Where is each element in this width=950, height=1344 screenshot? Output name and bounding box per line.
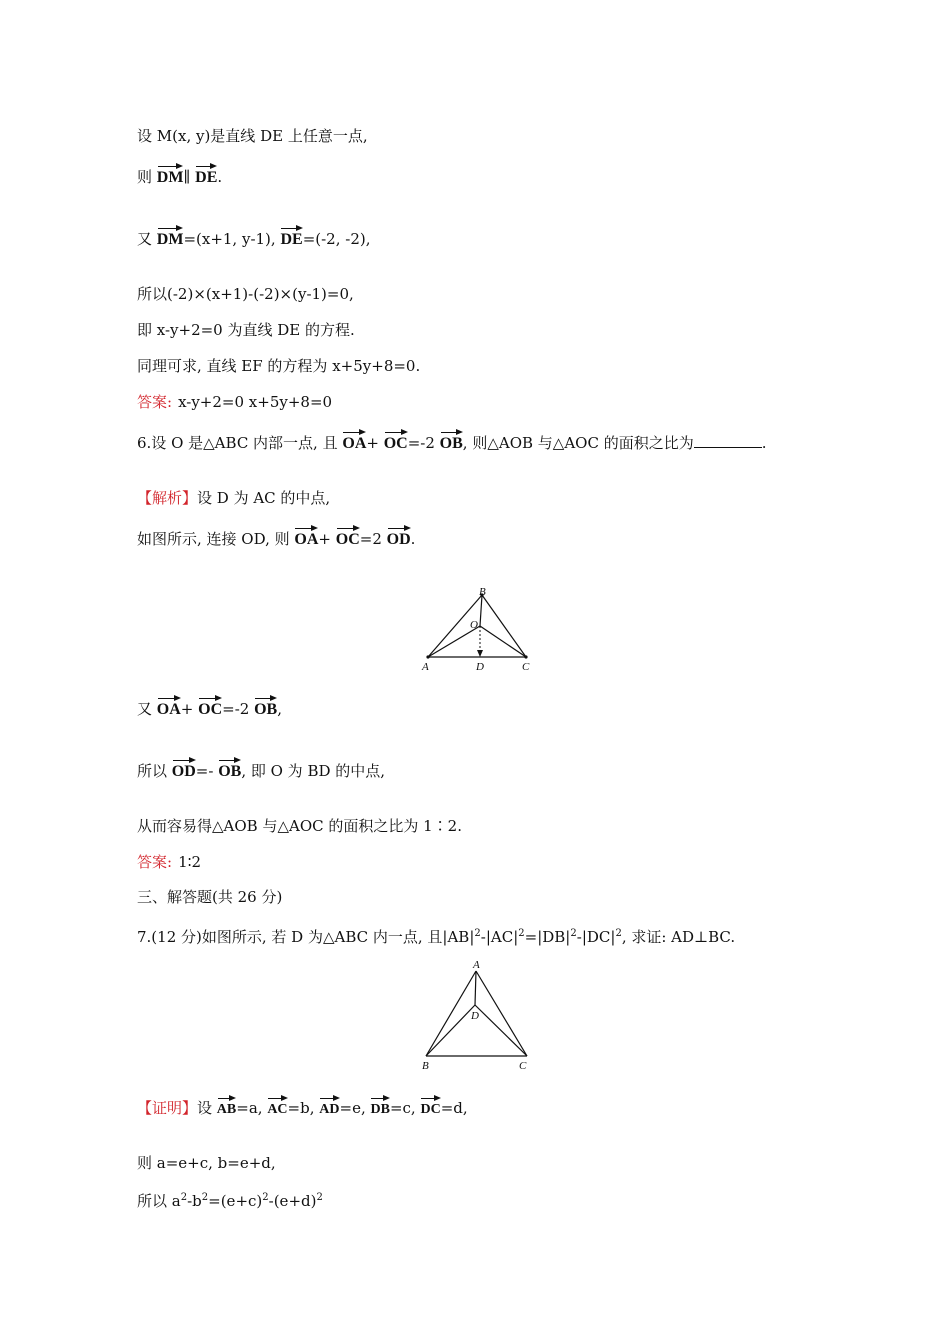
vector-OD: OD	[172, 758, 196, 780]
question-7: 7.(12 分)如图所示, 若 D 为△ABC 内一点, 且$|AB|^2-|AC|^2=|DB|^2-|DC|^2$, 求证: AD⊥BC.	[137, 928, 736, 946]
vector-OA: OA	[157, 696, 181, 718]
label-C: C	[519, 1060, 527, 1072]
text-line-3: 又 DM=(x+1, y-1), DE=(-2, -2),	[137, 226, 371, 249]
answer-2	[137, 852, 201, 872]
label-C: C	[522, 661, 530, 673]
answer-value: x-y+2=0 x+5y+8=0	[178, 393, 333, 411]
analysis-line-3: 又 OA+ OC=-2 OB,	[137, 696, 282, 719]
vector-OA: OA	[294, 526, 318, 548]
vector-AD: AD	[319, 1096, 339, 1118]
vector-OB: OB	[254, 696, 277, 718]
answer-1	[137, 392, 332, 412]
analysis-line-4: 所以 OD=- OB, 即 O 为 BD 的中点,	[137, 758, 385, 781]
vector-AB: AB	[217, 1096, 236, 1118]
analysis-label: 【解析】	[137, 489, 198, 507]
label-D: D	[476, 661, 484, 673]
proof-line-1: 【证明】设 AB=a, AC=b, AD=e, DB=c, DC=d,	[137, 1096, 468, 1118]
label-D: D	[471, 1010, 479, 1022]
answer-blank	[694, 433, 762, 448]
vector-DM: DM	[157, 226, 184, 248]
section-heading: 三、解答题(共 26 分)	[137, 888, 283, 906]
vector-OA: OA	[342, 430, 366, 452]
analysis-line-5: 从而容易得△AOB 与△AOC 的面积之比为 1∶2.	[137, 817, 462, 835]
proof-line-3: 所以 $a^2-b^2=(e+c)^2-(e+d)^2$	[137, 1192, 323, 1210]
answer-label: 答案:	[137, 853, 173, 871]
proof-label: 【证明】	[137, 1099, 198, 1117]
vector-DM: DM	[157, 164, 184, 186]
answer-value: 1∶2	[178, 853, 202, 871]
analysis-line-1: 【解析】设 D 为 AC 的中点,	[137, 489, 331, 507]
text-line-4: 所以(-2)×(x+1)-(-2)×(y-1)=0,	[137, 285, 354, 303]
text-line-2: 则 DM∥ DE.	[137, 164, 222, 187]
vector-OC: OC	[198, 696, 222, 718]
vector-DB: DB	[370, 1096, 389, 1118]
triangle-figure-1	[416, 584, 540, 674]
vector-DE: DE	[280, 226, 302, 248]
question-6: 6.设 O 是△ABC 内部一点, 且 OA+ OC=-2 OB, 则△AOB 与△AOC 的面积之比为 .	[137, 430, 766, 453]
answer-label: 答案:	[137, 393, 173, 411]
vector-AC: AC	[267, 1096, 287, 1118]
vector-OB: OB	[440, 430, 463, 452]
proof-line-2: 则 a=e+c, b=e+d,	[137, 1154, 276, 1172]
label-O: O	[470, 619, 478, 631]
vector-OC: OC	[384, 430, 408, 452]
analysis-line-2: 如图所示, 连接 OD, 则 OA+ OC=2 OD.	[137, 526, 415, 549]
triangle-figure-2	[414, 956, 536, 1074]
vector-DE: DE	[195, 164, 217, 186]
text-line-1: 设 M(x, y)是直线 DE 上任意一点,	[137, 127, 368, 145]
vector-OC: OC	[336, 526, 360, 548]
text-line-5: 即 x-y+2=0 为直线 DE 的方程.	[137, 321, 355, 339]
label-A: A	[422, 661, 429, 673]
vector-DC: DC	[420, 1096, 440, 1118]
vector-OD: OD	[387, 526, 411, 548]
vector-OB: OB	[218, 758, 241, 780]
label-B: B	[479, 586, 486, 598]
text-line-6: 同理可求, 直线 EF 的方程为 x+5y+8=0.	[137, 357, 421, 375]
label-B: B	[422, 1060, 429, 1072]
label-A: A	[473, 959, 480, 971]
